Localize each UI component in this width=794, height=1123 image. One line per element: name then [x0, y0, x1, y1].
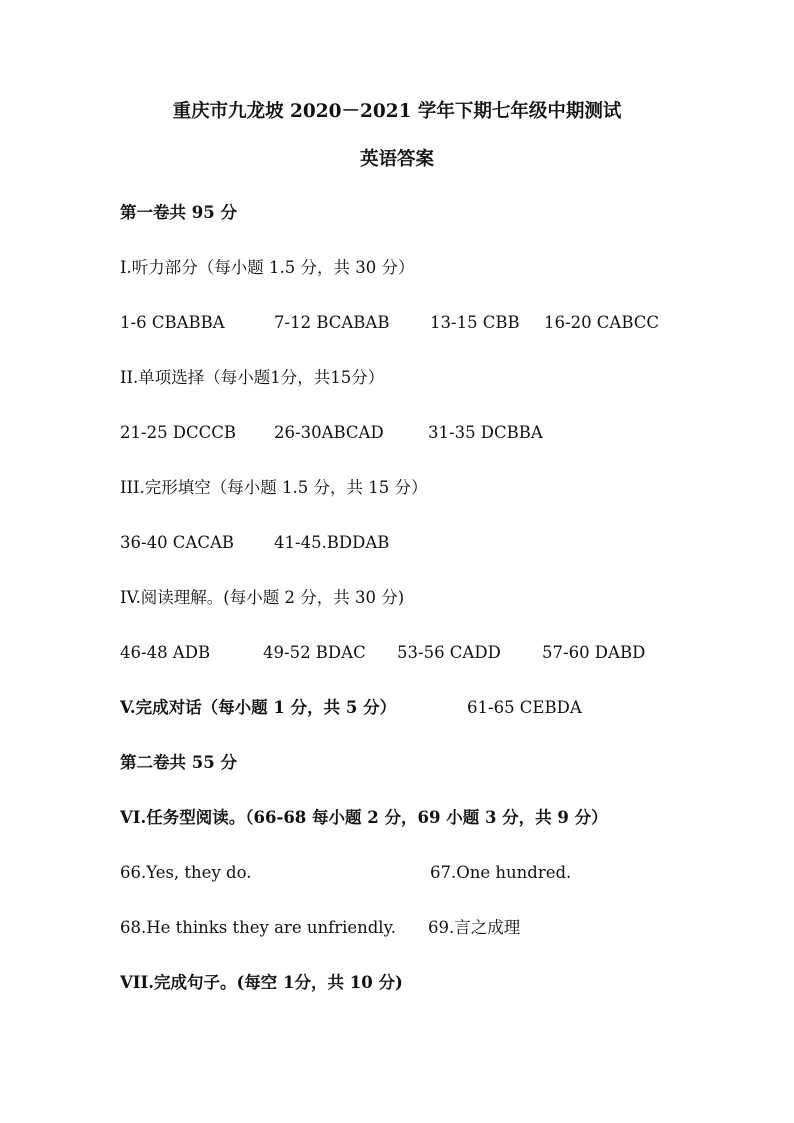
section-1-heading: I.听力部分（每小题 1.5 分，共 30 分） [120, 258, 415, 277]
answer-group: 26-30ABCAD [274, 423, 384, 442]
volume-1-heading: 第一卷共 95 分 [120, 203, 237, 222]
section-7-heading: VII.完成句子。(每空 1分，共 10 分) [120, 973, 403, 992]
answer-item: 69.言之成理 [428, 918, 521, 937]
section-2-heading: II.单项选择（每小题1分，共15分） [120, 368, 385, 387]
answer-item: 67.One hundred. [430, 863, 572, 882]
answer-group: 53-56 CADD [397, 643, 501, 662]
section-6-heading [120, 807, 608, 829]
document-title: 重庆市九龙坡 2020－2021 学年下期七年级中期测试 [172, 101, 622, 122]
answer-group: 57-60 DABD [542, 643, 646, 662]
answer-group: 49-52 BDAC [263, 643, 366, 662]
answer-group: 31-35 DCBBA [428, 423, 543, 442]
answer-group: 41-45.BDDAB [274, 533, 390, 552]
document-subtitle: 英语答案 [359, 149, 434, 170]
volume-2-heading: 第二卷共 55 分 [120, 753, 237, 772]
answer-group: 46-48 ADB [120, 643, 211, 662]
answer-item: 66.Yes, they do. [120, 863, 252, 882]
answer-group: 13-15 CBB [430, 313, 520, 332]
answer-group: 1-6 CBABBA [120, 313, 225, 332]
answer-group: 61-65 CEBDA [467, 698, 582, 717]
section-3-heading: III.完形填空（每小题 1.5 分，共 15 分） [120, 478, 428, 497]
answer-item: 68.He thinks they are unfriendly. [120, 918, 396, 937]
answer-group: 21-25 DCCCB [120, 423, 237, 442]
answer-group: 16-20 CABCC [544, 313, 660, 332]
section-5-heading: V.完成对话（每小题 1 分，共 5 分） [120, 698, 397, 717]
answer-group: 36-40 CACAB [120, 533, 235, 552]
section-6-heading-text: VI.任务型阅读。（66-68 每小题 2 分，69 小题 3 分，共 9 分） [120, 808, 608, 827]
answer-group: 7-12 BCABAB [274, 313, 390, 332]
section-4-heading: IV.阅读理解。(每小题 2 分，共 30 分) [120, 588, 405, 607]
